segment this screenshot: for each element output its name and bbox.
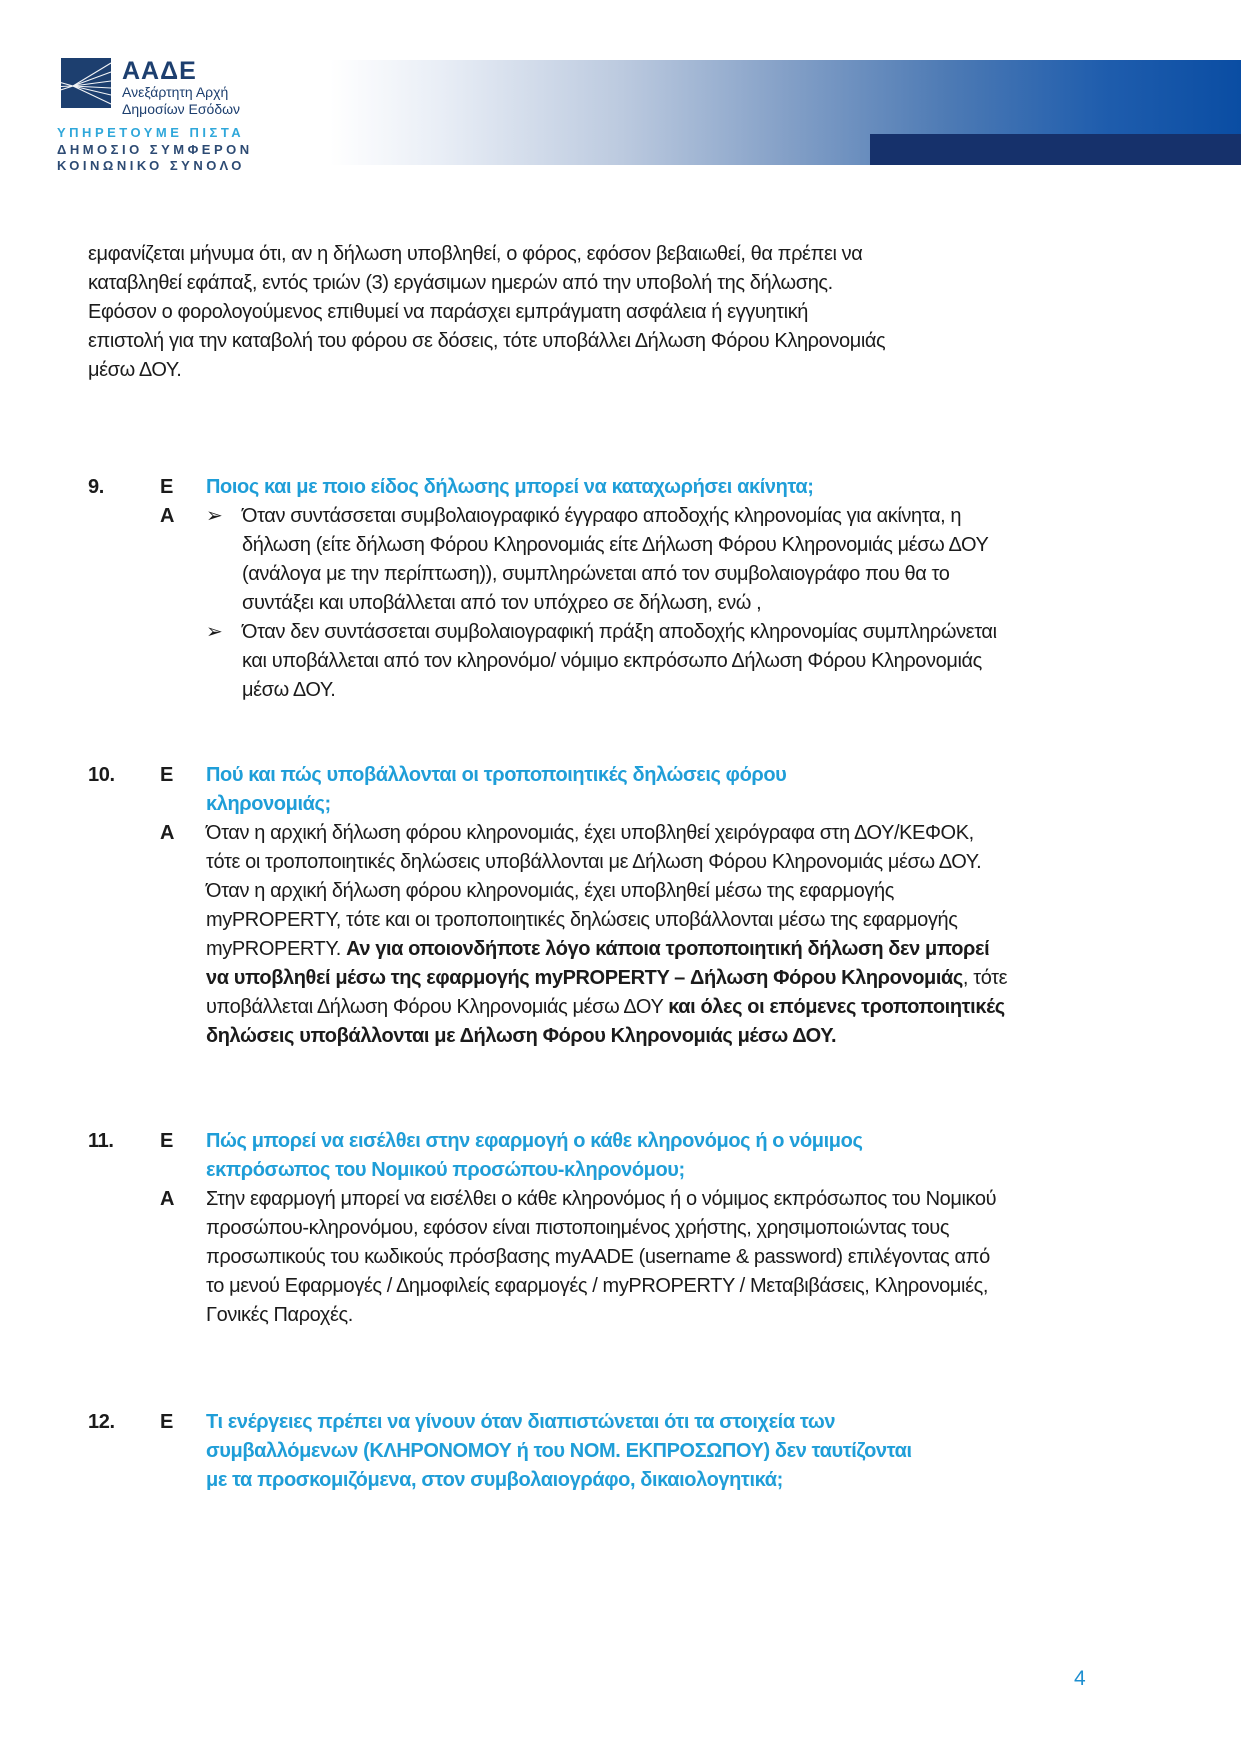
- answer-marker: Α: [160, 1188, 175, 1210]
- logo-text-block: [122, 58, 240, 117]
- page-number: 4: [1074, 1667, 1086, 1690]
- logo-motto: [57, 125, 253, 175]
- question-number: 9.: [88, 476, 104, 498]
- faq-item-12: [88, 1408, 1148, 1495]
- question-text: Ποιος και με ποιο είδος δήλωσης μπορεί να καταχωρήσει ακίνητα;: [206, 476, 814, 498]
- question-number: 10.: [88, 764, 115, 786]
- question-number: 12.: [88, 1411, 115, 1433]
- arrow-bullet-icon: ➢: [206, 505, 223, 527]
- answer-bullet-item: [206, 502, 1008, 618]
- question-number: 11.: [88, 1130, 114, 1152]
- answer-text: Στην εφαρμογή μπορεί να εισέλθει ο κάθε κληρονόμος ή ο νόμιμος εκπρόσωπος του Νομικού προσώπου-κληρονόμου, εφόσον είναι πιστοποιημένος χρήστης, χρησιμοποιώντας τους προσωπικούς του κωδικούς πρόσβασης myAADE (username & password) επιλέγοντας από το μενού Εφαρμογές / Δημοφιλείς εφαρμογές / myPROPERTY / Μεταβιβάσεις, Κληρονομιές, Γονικές Παροχές.: [206, 1188, 997, 1326]
- header-navy-bar: [870, 134, 1241, 165]
- arrow-bullet-icon: ➢: [206, 621, 223, 643]
- answer-marker: Α: [160, 505, 175, 527]
- logo-brand: ΑΑΔΕ: [122, 57, 197, 85]
- aade-rays-icon: [48, 57, 112, 109]
- answer-text: Όταν η αρχική δήλωση φόρου κληρονομιάς, έχει υποβληθεί χειρόγραφα στη ΔΟΥ/ΚΕΦΟΚ, τότε οι τροποποιητικές δηλώσεις υποβάλλονται με Δήλωση Φόρου Κληρονομιάς μέσω ΔΟΥ. Όταν η αρχική δήλωση φόρου κληρονομιάς, έχει υποβληθεί μέσω της εφαρμογής myPROPERTY, τότε και οι τροποποιητικές δηλώσεις υποβάλλονται μέσω της εφαρμογής myPROPERTY. Αν για οποιονδήποτε λόγο κάποια τροποποιητική δήλωση δεν μπορεί να υποβληθεί μέσω της εφαρμογής myPROPERTY – Δήλωση Φόρου Κληρονομιάς, τότε υποβάλλεται Δήλωση Φόρου Κληρονομιάς μέσω ΔΟΥ και όλες οι επόμενες τροποποιητικές δηλώσεις υποβάλλονται με Δήλωση Φόρου Κληρονομιάς μέσω ΔΟΥ.: [206, 822, 1008, 1047]
- answer-marker: Α: [160, 822, 175, 844]
- faq-item-11: [88, 1127, 1148, 1330]
- question-text: Τι ενέργειες πρέπει να γίνουν όταν διαπιστώνεται ότι τα στοιχεία των συμβαλλόμενων (ΚΛΗΡΟΝΟΜΟΥ ή του ΝΟΜ. ΕΚΠΡΟΣΩΠΟΥ) δεν ταυτίζονται με τα προσκομιζόμενα, στον συμβολαιογράφο, δικαιολογητικά;: [206, 1411, 912, 1491]
- question-text: Πού και πώς υποβάλλονται οι τροποποιητικές δηλώσεις φόρου κληρονομιάς;: [206, 764, 787, 815]
- motto-line-2: ΔΗΜΟΣΙΟ ΣΥΜΦΕΡΟΝ: [57, 141, 253, 157]
- document-content: [88, 240, 1148, 1495]
- question-text: Πώς μπορεί να εισέλθει στην εφαρμογή ο κάθε κληρονόμος ή ο νόμιμος εκπρόσωπος του Νομικού προσώπου-κληρονόμου;: [206, 1130, 863, 1181]
- question-marker: Ε: [160, 764, 173, 786]
- bullet-text: Όταν συντάσσεται συμβολαιογραφικό έγγραφο αποδοχής κληρονομίας για ακίνητα, η δήλωση (είτε δήλωση Φόρου Κληρονομιάς είτε Δήλωση Φόρου Κληρονομιάς μέσω ΔΟΥ (ανάλογα με την περίπτωση)), συμπληρώνεται από τον συμβολαιογράφο που θα το συντάξει και υποβάλλεται από τον υπόχρεο σε δήλωση, ενώ ,: [242, 505, 989, 614]
- question-marker: Ε: [160, 1411, 173, 1433]
- answer-text: [206, 502, 1008, 705]
- question-marker: Ε: [160, 476, 173, 498]
- intro-paragraph: εμφανίζεται μήνυμα ότι, αν η δήλωση υποβληθεί, ο φόρος, εφόσον βεβαιωθεί, θα πρέπει να καταβληθεί εφάπαξ, εντός τριών (3) εργάσιμων ημερών από την υποβολή της δήλωσης. Εφόσον ο φορολογούμενος επιθυμεί να παράσχει εμπράγματη ασφάλεια ή εγγυητική επιστολή για την καταβολή του φόρου σε δόσεις, τότε υποβάλλει Δήλωση Φόρου Κληρονομιάς μέσω ΔΟΥ.: [88, 243, 886, 381]
- bullet-text: Όταν δεν συντάσσεται συμβολαιογραφική πράξη αποδοχής κληρονομίας συμπληρώνεται και υποβάλλεται από τον κληρονόμο/ νόμιμο εκπρόσωπο Δήλωση Φόρου Κληρονομιάς μέσω ΔΟΥ.: [242, 621, 997, 701]
- answer-bullet-item: [206, 618, 1008, 705]
- motto-line-3: ΚΟΙΝΩΝΙΚΟ ΣΥΝΟΛΟ: [57, 158, 245, 173]
- faq-item-9: [88, 473, 1148, 705]
- motto-line-1: ΥΠΗΡΕΤΟΥΜΕ ΠΙΣΤΑ: [57, 125, 245, 140]
- logo-subtitle-line1: Ανεξάρτητη Αρχή: [122, 84, 229, 100]
- faq-item-10: [88, 761, 1148, 1051]
- question-marker: Ε: [160, 1130, 173, 1152]
- logo-subtitle-line2: Δημοσίων Εσόδων: [122, 100, 241, 117]
